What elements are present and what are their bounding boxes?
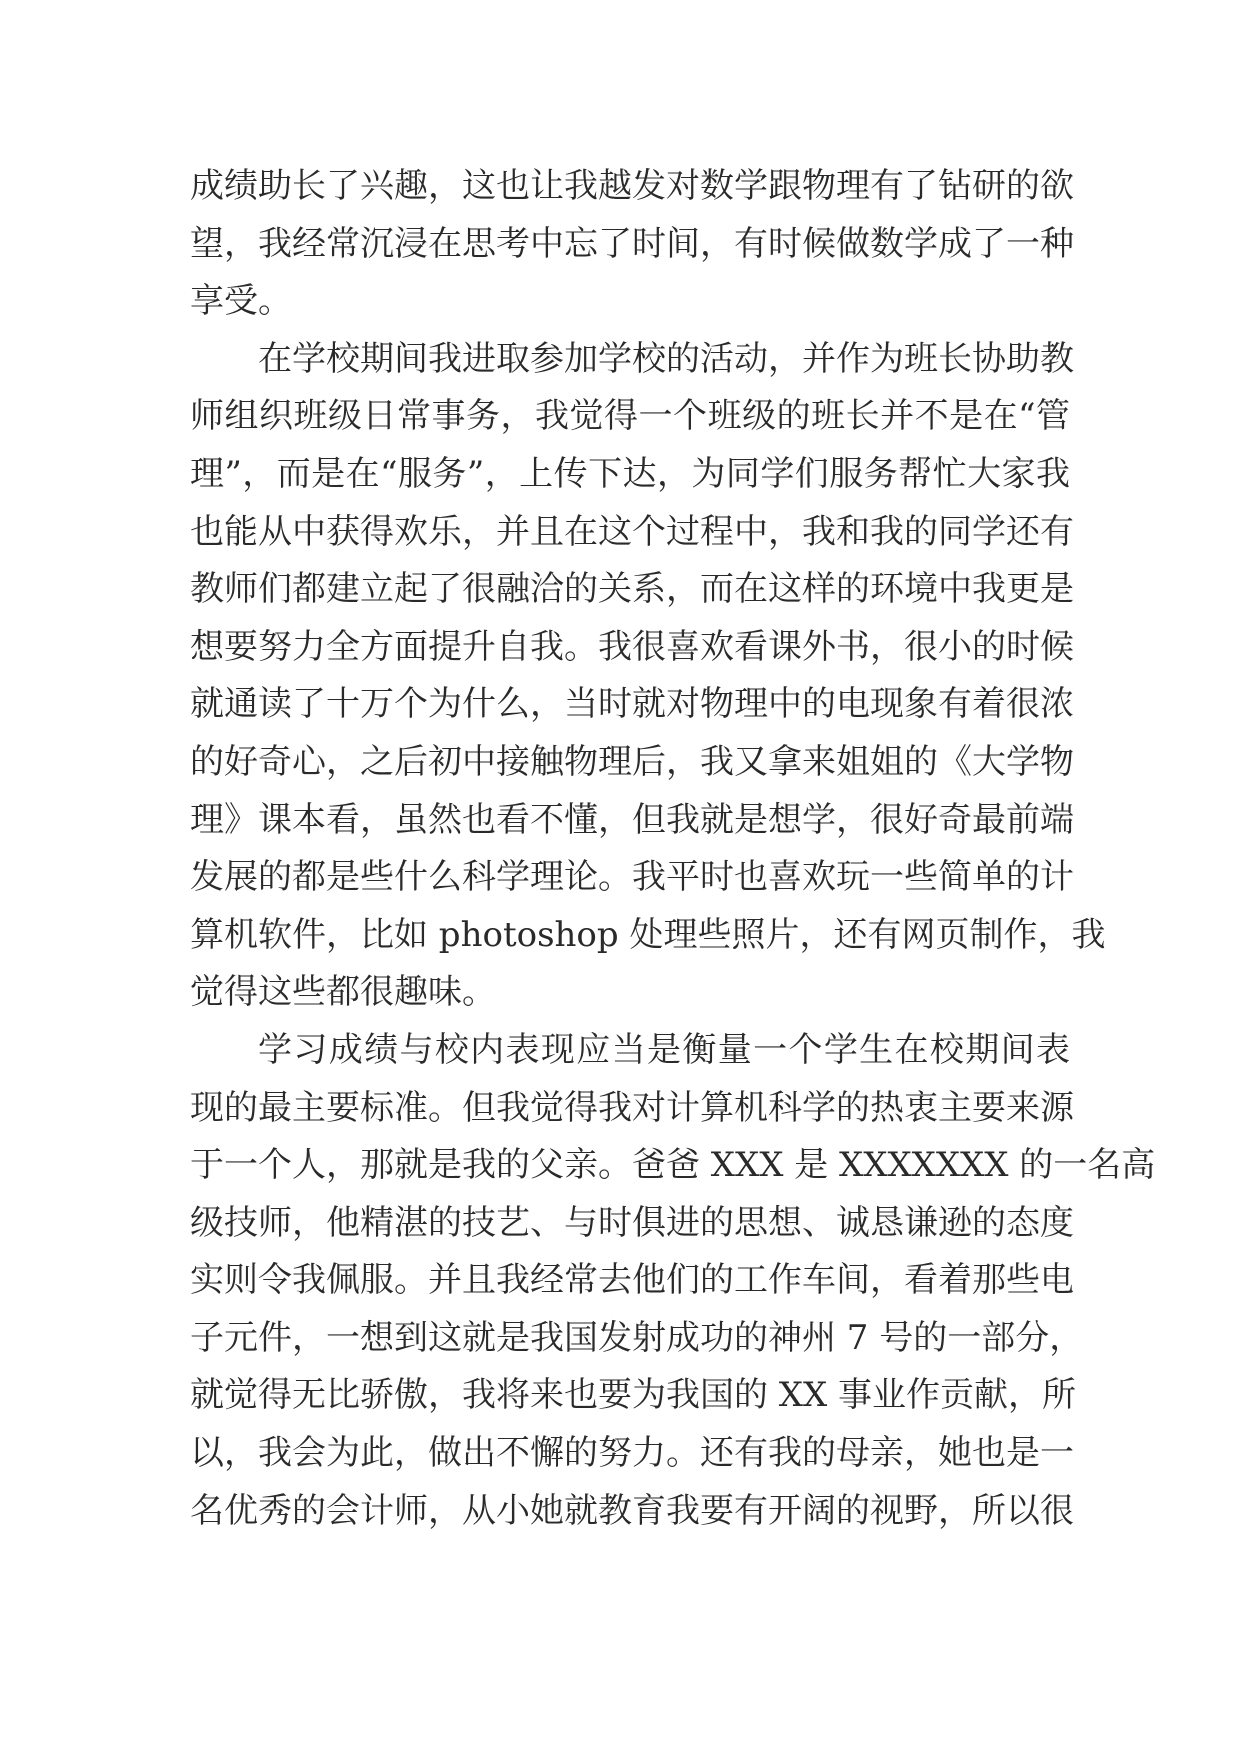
text-line: 于一个人，那就是我的父亲。爸爸 XXX 是 XXXXXXX 的一名高 — [190, 1145, 1156, 1186]
paragraph — [190, 1022, 1156, 1540]
text-line: 名优秀的会计师，从小她就教育我要有开阔的视野，所以很 — [190, 1490, 1074, 1531]
text-line: 实则令我佩服。并且我经常去他们的工作车间，看着那些电 — [190, 1260, 1074, 1301]
paragraph — [190, 331, 1106, 1022]
text-line: 级技师，他精湛的技艺、与时俱进的思想、诚恳谦逊的态度 — [190, 1202, 1074, 1243]
text-line: 觉得这些都很趣味。 — [190, 972, 496, 1013]
text-line: 的好奇心，之后初中接触物理后，我又拿来姐姐的《大学物 — [190, 741, 1074, 782]
text-line: 理》课本看，虽然也看不懂，但我就是想学，很好奇最前端 — [190, 799, 1074, 840]
text-line: 理”，而是在“服务”，上传下达，为同学们服务帮忙大家我 — [190, 453, 1070, 494]
text-line: 就通读了十万个为什么，当时就对物理中的电现象有着很浓 — [190, 684, 1074, 725]
body-text — [190, 158, 1156, 1540]
text-line: 想要努力全方面提升自我。我很喜欢看课外书，很小的时候 — [190, 626, 1074, 667]
text-line: 算机软件，比如 photoshop 处理些照片，还有网页制作，我 — [190, 914, 1106, 955]
text-line: 教师们都建立起了很融洽的关系，而在这样的环境中我更是 — [190, 569, 1074, 610]
text-line: 现的最主要标准。但我觉得我对计算机科学的热衷主要来源 — [190, 1087, 1074, 1128]
text-line: 享受。 — [190, 281, 292, 322]
text-line: 就觉得无比骄傲，我将来也要为我国的 XX 事业作贡献，所 — [190, 1375, 1077, 1416]
text-line: 子元件，一想到这就是我国发射成功的神州 7 号的一部分， — [190, 1317, 1084, 1358]
text-line: 在学校期间我进取参加学校的活动，并作为班长协助教 — [258, 338, 1074, 379]
text-line: 师组织班级日常事务，我觉得一个班级的班长并不是在“管 — [190, 396, 1070, 437]
paragraph — [190, 158, 1074, 331]
text-line: 以，我会为此，做出不懈的努力。还有我的母亲，她也是一 — [190, 1433, 1074, 1474]
text-line: 也能从中获得欢乐，并且在这个过程中，我和我的同学还有 — [190, 511, 1074, 552]
text-line: 成绩助长了兴趣，这也让我越发对数学跟物理有了钻研的欲 — [190, 166, 1074, 206]
text-line: 望，我经常沉浸在思考中忘了时间，有时候做数学成了一种 — [190, 223, 1074, 264]
text-line: 发展的都是些什么科学理论。我平时也喜欢玩一些简单的计 — [190, 857, 1074, 898]
text-line: 学习成绩与校内表现应当是衡量一个学生在校期间表 — [258, 1029, 1070, 1070]
